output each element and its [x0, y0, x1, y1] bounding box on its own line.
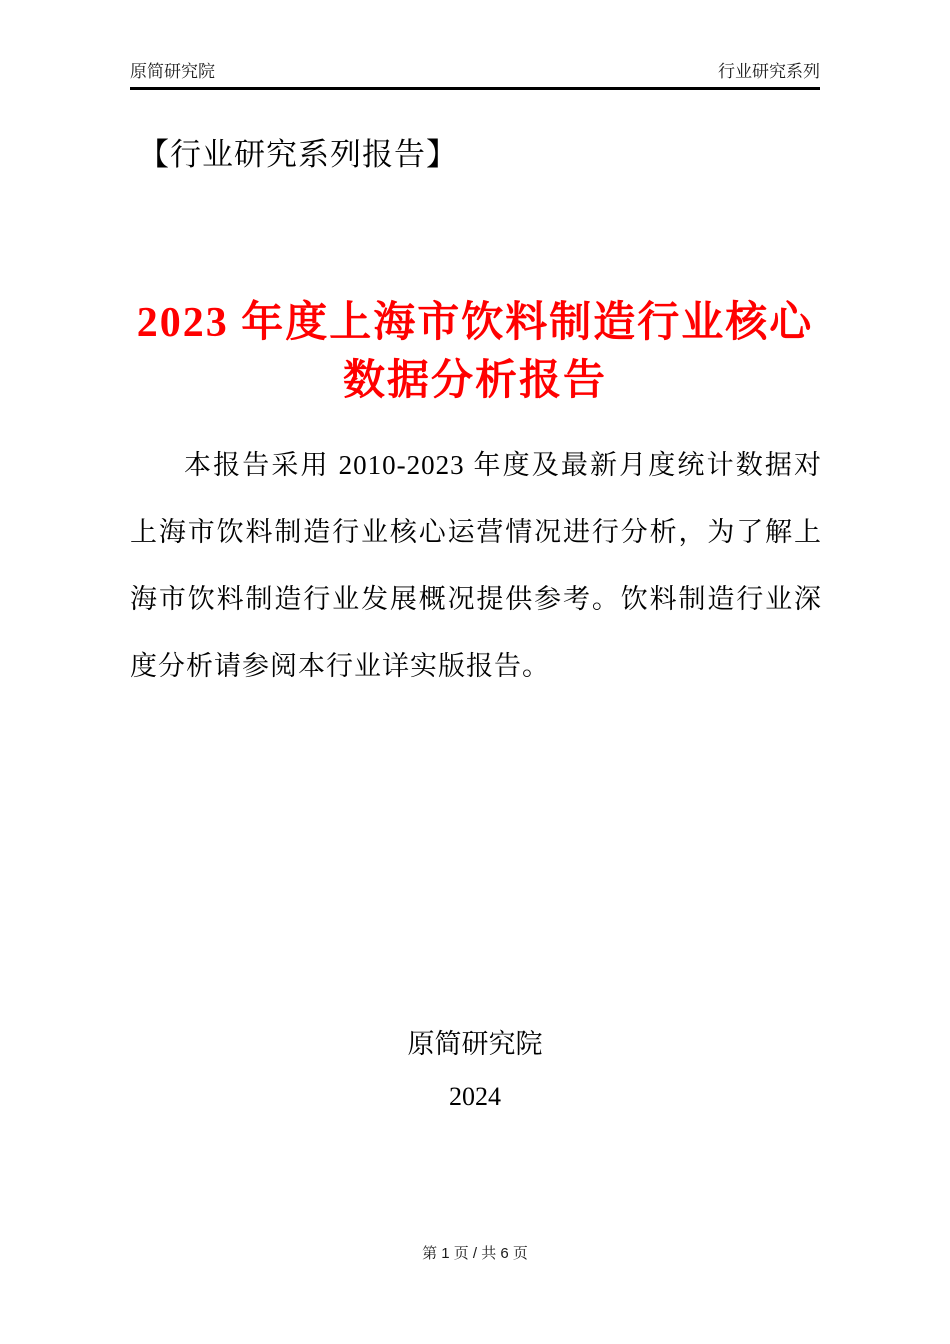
report-title-line1: 2023 年度上海市饮料制造行业核心 [136, 300, 814, 346]
report-title [70, 294, 880, 410]
series-heading: 【行业研究系列报告】 [138, 137, 458, 172]
page-number-indicator: 第 1 页 / 共 6 页 [422, 1245, 528, 1262]
header-right-text: 行业研究系列 [718, 62, 820, 81]
page-header [130, 60, 820, 84]
publisher-name: 原简研究院 [407, 1029, 543, 1059]
header-divider-line [130, 87, 820, 90]
publication-year: 2024 [449, 1082, 501, 1111]
abstract-paragraph: 本报告采用 2010-2023 年度及最新月度统计数据对上海市饮料制造行业核心运营情况进行分析，为了解上海市饮料制造行业发展概况提供参考。饮料制造行业深度分析请参阅本行业详实版报告。 [130, 450, 822, 681]
header-left-text: 原简研究院 [130, 62, 215, 81]
report-title-line2: 数据分析报告 [342, 358, 607, 404]
